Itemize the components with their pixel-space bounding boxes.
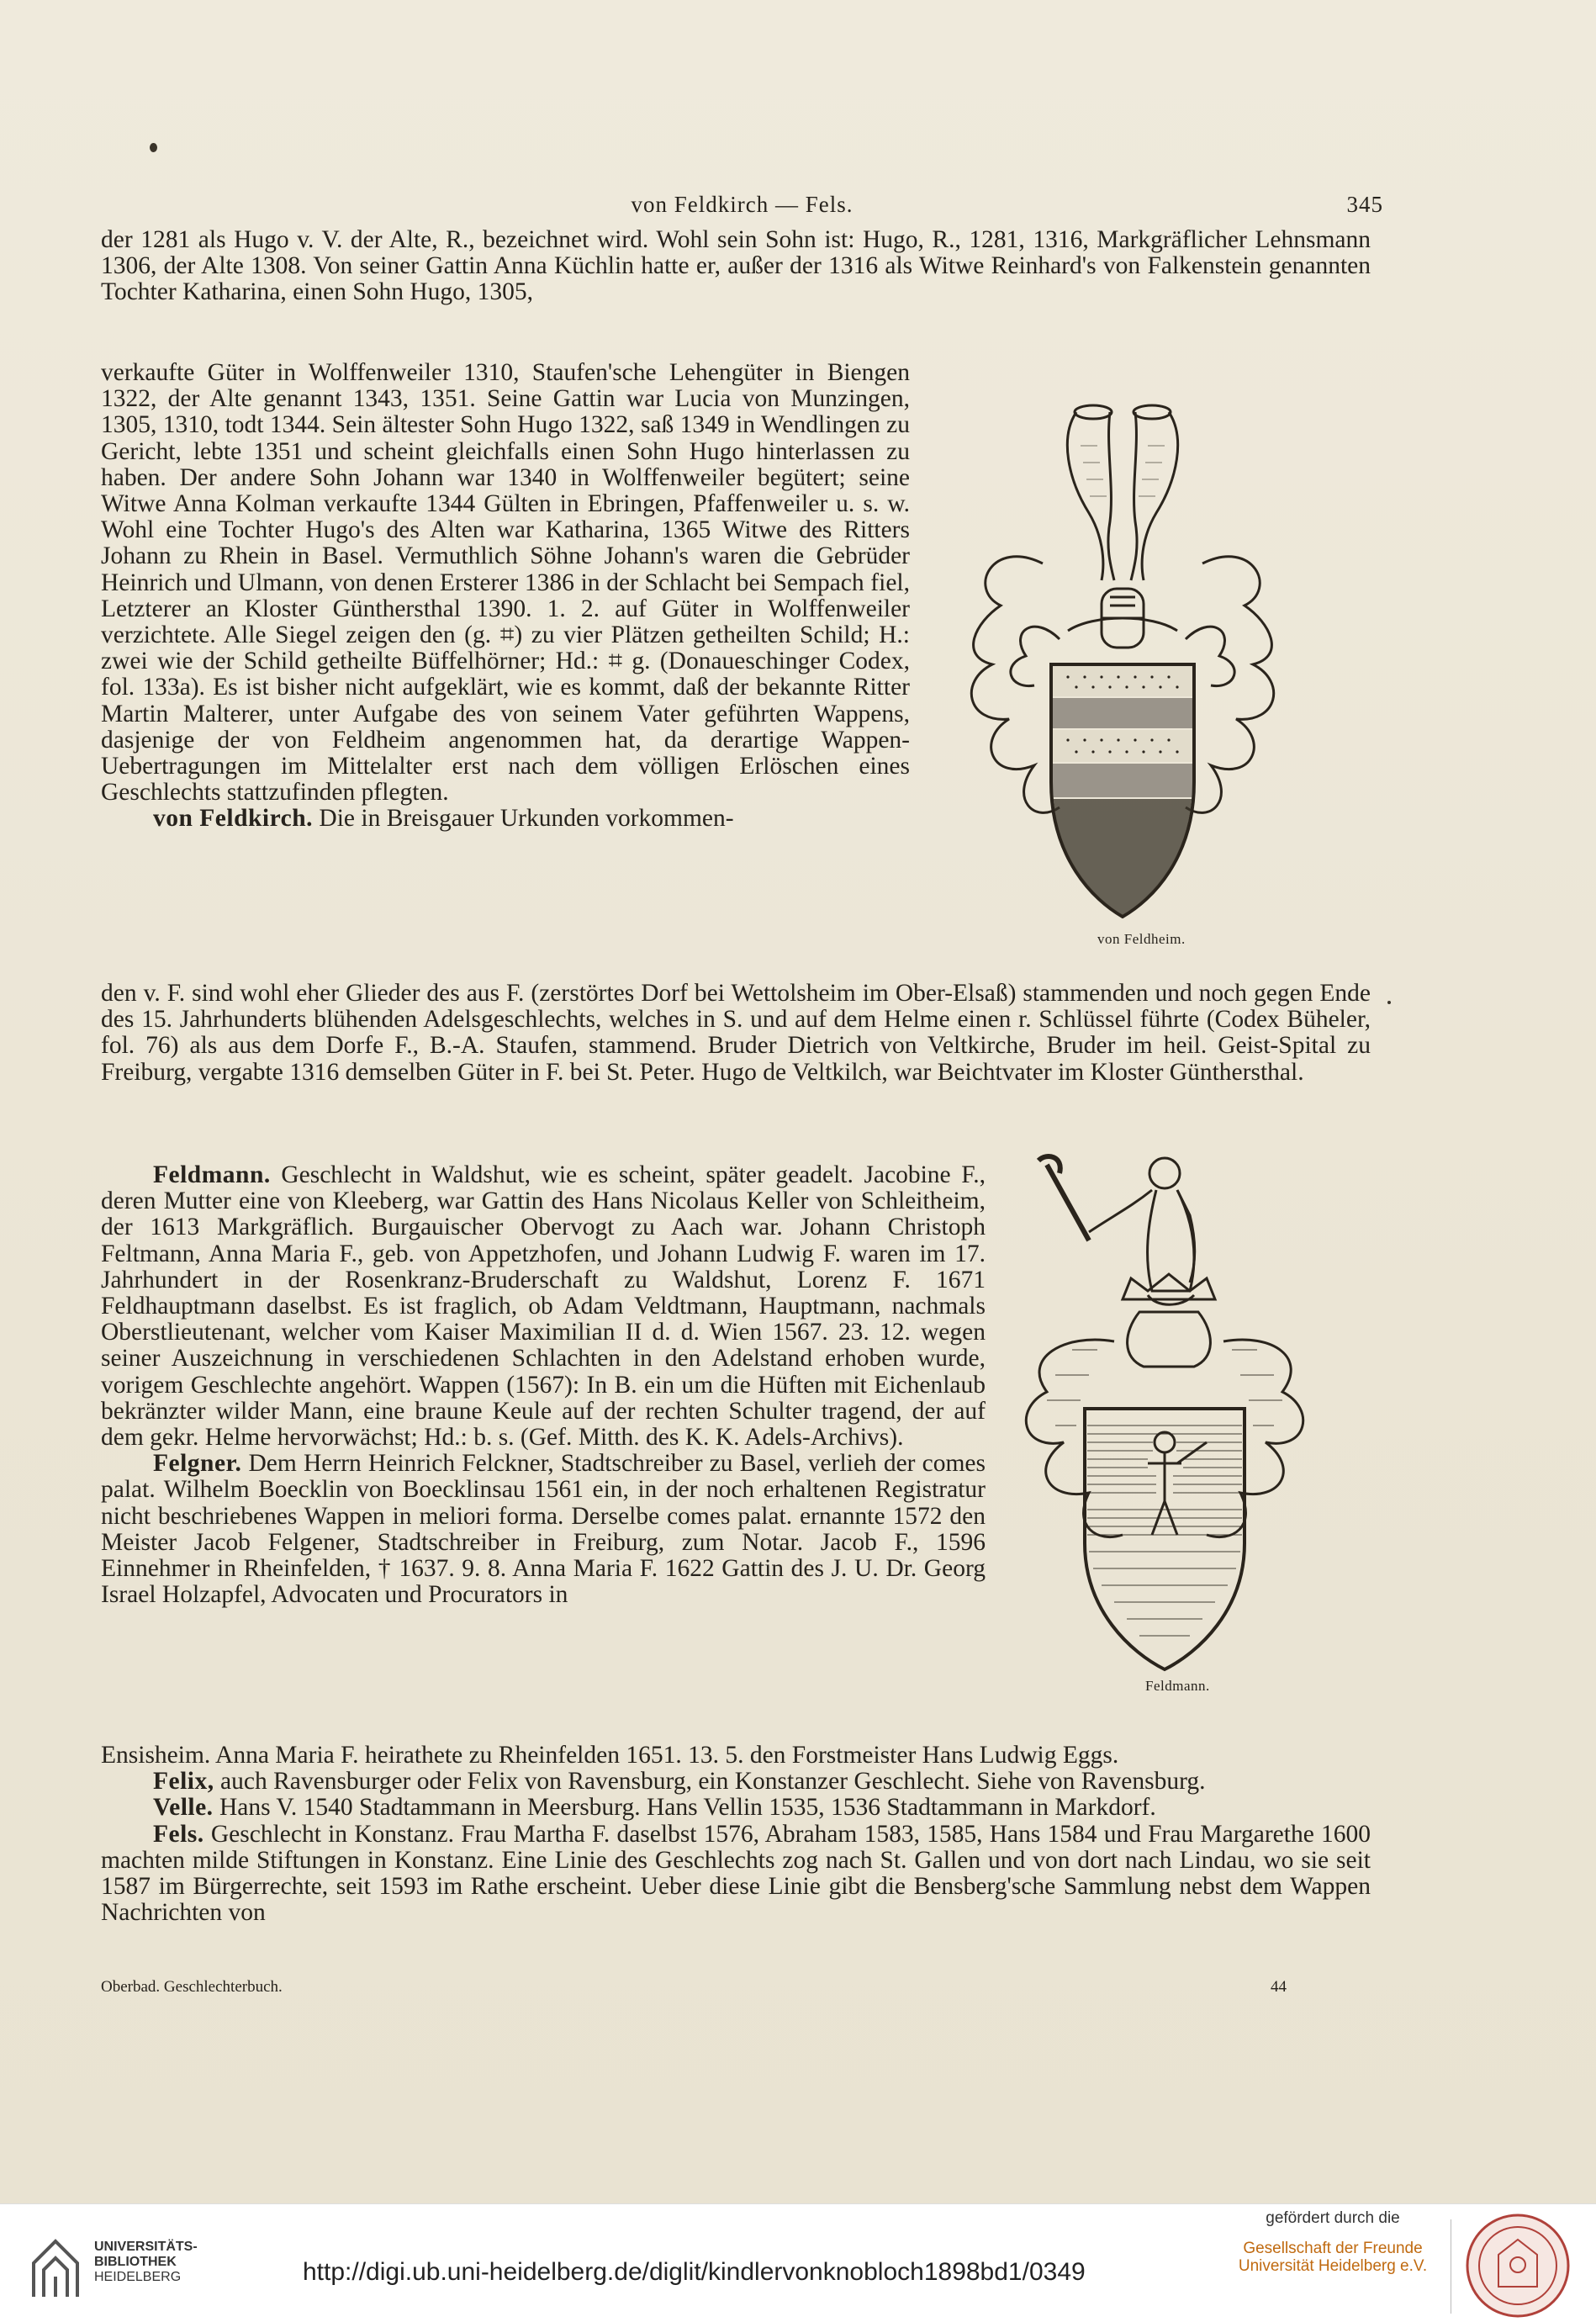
running-head-title: von Feldkirch — Fels. <box>631 192 853 217</box>
crest-caption-feldmann: Feldmann. <box>1145 1678 1210 1694</box>
page-footer <box>101 1978 1287 1997</box>
entry-feldkirch-rest: den v. F. sind wohl eher Glieder des aus F. (zerstörtes Dorf bei Wettolsheim im Ober-Elsaß) stammenden und noch gegen Ende des 15. Jahrhunderts blühenden Adelsgeschlechts, welches in S. und auf dem Helme einen r. Schlüssel führte (Codex Büheler, fol. 76) als aus dem Dorfe F., B.-A. Staufen, stammend. Bruder Dietrich von Veltkirche, Bruder im heil. Geist-Spital zu Freiburg, vergabte 1316 demselben Güter in F. bei St. Peter. Hugo de Veltkilch, war Beichtvater im Kloster Günthersthal. <box>101 980 1371 1086</box>
entry-velle <box>101 1795 1371 1821</box>
ink-speck <box>150 143 157 152</box>
entry-text: Hans V. 1540 Stadtammann in Meersburg. Hans Vellin 1535, 1536 Stadtammann in Markdorf. <box>219 1794 1156 1822</box>
permalink-url[interactable]: http://digi.ub.uni-heidelberg.de/diglit/kindlervonknobloch1898bd1/0349 <box>303 2258 1086 2286</box>
crest-caption-feldheim: von Feldheim. <box>1097 931 1186 947</box>
library-name-line3: HEIDELBERG <box>94 2270 182 2284</box>
entry-text: Dem Herrn Heinrich Felckner, Stadtschreiber zu Basel, verlieh der comes palat. Wilhelm Boecklin von Boecklinsau 1561 ein, in der noch erhaltenen Registratur nicht beschriebenes Wappen in meliori forma. Derselbe comes palat. ernannte 1572 den Meister Jacob Felgener, Stadtschreiber in Freiburg, zum Notar. Jacob F., 1596 Einnehmer in Rheinfelden, † 1637. 9. 8. Anna Maria F. 1622 Gattin des J. U. Dr. Georg Israel Holzapfel, Advocaten und Procurators in <box>101 1450 986 1609</box>
text-block-top <box>101 227 1371 306</box>
paragraph: der 1281 als Hugo v. V. der Alte, R., bezeichnet wird. Wohl sein Sohn ist: Hugo, R., 1281, 1316, Markgräflicher Lehnsmann 1306, der Alte 1308. Von seiner Gattin Anna Küchlin hatte er, außer der 1316 als Witwe Reinhard's von Falkenstein genannten Tochter Katharina, einen Sohn Hugo, 1305, <box>101 226 1371 306</box>
text-block-wrap-2 <box>101 1162 986 1608</box>
library-name <box>94 2240 198 2285</box>
text-block-wrap-1 <box>101 360 910 833</box>
entry-text: auch Ravensburger oder Felix von Ravensburg, ein Konstanzer Geschlecht. Siehe von Ravensburg. <box>220 1768 1206 1796</box>
entry-name-feldmann: Feldmann. <box>153 1161 271 1188</box>
entry-felix <box>101 1769 1371 1795</box>
entry-name-fels: Fels. <box>153 1820 204 1848</box>
entry-felgner <box>101 1451 986 1608</box>
entry-name-felgner: Felgner. <box>153 1450 242 1478</box>
sponsor-org-line1: Gesellschaft der Freunde <box>1243 2240 1423 2257</box>
entry-text: Geschlecht in Waldshut, wie es scheint, später geadelt. Jacobine F., deren Mutter eine von Kleeberg, war Gattin des Hans Nicolaus Keller von Schleitheim, der 1613 Markgräflich. Burgauischer Obervogt zu Aach war. Johann Christoph Feltmann, Anna Maria F., geb. von Appetzhofen, und Johann Ludwig F. waren im 17. Jahrhundert in der Rosenkranz-Bruderschaft zu Waldshut, Lorenz F. 1671 Feldhauptmann daselbst. Es ist fraglich, ob Adam Veldtmann, Hauptmann, nachmals Oberstlieutenant, welcher vom Kaiser Maximilian II d. d. Wien 1567. 23. 12. wegen seiner Auszeichnung in verschiedenen Schlachten in den Adelstand erhoben wurde, vorigem Geschlechte angehört. Wappen (1567): In B. ein um die Hüften mit Eichenlaub bekränzter wilder Mann, eine braune Keule auf der rechten Schulter tragend, der auf dem gekr. Helme hervorwächst; Hd.: b. s. (Gef. Mitth. des K. K. Adels-Archivs). <box>101 1161 986 1452</box>
text-block-middle <box>101 981 1371 1086</box>
entry-text: Die in Breisgauer Urkunden vorkommen- <box>319 805 734 833</box>
page-number: 345 <box>1346 192 1383 217</box>
sponsor-block <box>1236 2209 1430 2275</box>
entry-feldkirch-head <box>101 806 910 832</box>
entry-name-felix: Felix, <box>153 1768 214 1796</box>
entry-name-feldkirch: von Feldkirch. <box>153 805 314 833</box>
text-block-bottom <box>101 1743 1371 1926</box>
library-name-line2: BIBLIOTHEK <box>94 2255 177 2269</box>
footer-signature: 44 <box>1271 1978 1287 1996</box>
footer-book-title: Oberbad. Geschlechterbuch. <box>101 1978 283 1996</box>
entry-name-velle: Velle. <box>153 1794 214 1822</box>
coat-of-arms-feldmann <box>996 1140 1333 1686</box>
coat-of-arms-feldheim <box>942 387 1312 934</box>
entry-text: Geschlecht in Konstanz. Frau Martha F. daselbst 1576, Abraham 1583, 1585, Hans 1584 und Frau Margarethe 1600 machten milde Stiftungen in Konstanz. Eine Linie des Geschlechts zog nach St. Gallen und von dort nach Lindau, wo sie seit 1587 im Bürgerrechte, seit 1593 im Rathe erscheint. Ueber diese Linie gibt die Bensberg'sche Sammlung nebst dem Wappen Nachrichten von <box>101 1820 1371 1927</box>
university-seal-icon <box>1465 2213 1571 2319</box>
viewer-footer-bar <box>0 2203 1596 2322</box>
entry-fels <box>101 1822 1371 1927</box>
sponsor-org-line2: Universität Heidelberg e.V. <box>1238 2257 1428 2275</box>
sponsor-intro: gefördert durch die <box>1266 2209 1400 2227</box>
entry-felgner-rest: Ensisheim. Anna Maria F. heirathete zu Rheinfelden 1651. 13. 5. den Forstmeister Hans Ludwig Eggs. <box>101 1742 1119 1769</box>
entry-feldmann <box>101 1162 986 1451</box>
university-library-logo-icon <box>25 2229 86 2300</box>
ink-speck <box>1387 1001 1391 1004</box>
library-name-line1: UNIVERSITÄTS- <box>94 2240 198 2254</box>
paragraph: verkaufte Güter in Wolffenweiler 1310, Staufen'sche Lehengüter in Biengen 1322, der Alte genannt 1343, 1351. Seine Gattin war Lucia von Munzingen, 1305, 1310, todt 1344. Sein ältester Sohn Hugo 1322, saß 1349 in Wendlingen zu Gericht, lebte 1351 und scheint gleichfalls einen Sohn Hugo hinterlassen zu haben. Der andere Sohn Johann war 1340 in Wolffenweiler begütert; seine Witwe Anna Kolman verkaufte 1344 Gülten in Ebringen, Pfaffenweiler u. s. w. Wohl eine Tochter Hugo's des Alten war Katharina, 1365 Witwe des Ritters Johann zu Rhein in Basel. Vermuthlich Söhne Johann's waren die Gebrüder Heinrich und Ulmann, von denen Ersterer 1386 in der Schlacht bei Sempach fiel, Letzterer an Kloster Günthersthal 1390. 1. 2. auf Güter in Wolffenweiler verzichtete. Alle Siegel zeigen den (g. ⌗) zu vier Plätzen getheilten Schild; H.: zwei wie der Schild getheilte Büffelhörner; Hd.: ⌗ g. (Donaueschinger Codex, fol. 133a). Es ist bisher nicht aufgeklärt, wie es kommt, daß der bekannte Ritter Martin Malterer, unter Aufgabe des von seinem Vater geführten Wappens, dasjenige der von Feldheim angenommen hat, da derartige Wappen-Uebertragungen im Mittelalter erst nach dem völligen Erlöschen eines Geschlechts stattzufinden pflegten. <box>101 359 910 807</box>
